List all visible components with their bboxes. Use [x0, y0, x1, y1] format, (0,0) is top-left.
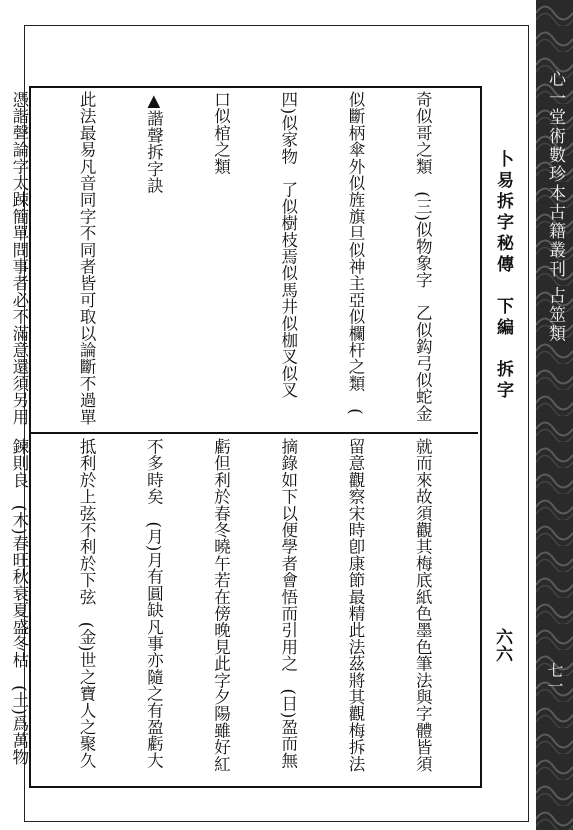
- text-column: 鍊則良 (木)春旺秋衰夏盛冬枯 (土)爲萬物: [9, 438, 29, 766]
- text-column: 四)似家物 了似樹枝焉似馬井似枷叉似叉: [278, 91, 298, 399]
- text-column: 虧但利於春冬曉午若在傍晚見此字夕陽雖好紅: [211, 438, 231, 772]
- text-column: 就而來故須觀其梅底紙色墨色筆法與字體皆須: [413, 438, 433, 772]
- page-divider: [29, 432, 478, 434]
- series-title: 心一堂術數珍本古籍叢刊 占筮類: [545, 70, 565, 344]
- book-spine-band: [536, 0, 573, 830]
- running-title: 卜易拆字秘傳 下編 拆字: [493, 150, 513, 402]
- text-column: 抵利於上弦不利於下弦 (金)世之寶人之聚久: [77, 438, 97, 769]
- page-number: 六六: [492, 628, 512, 662]
- upper-text-block: [9, 91, 478, 429]
- text-column: 憑諧聲論字太踈簡單問事者必不滿意還須另用: [9, 91, 29, 425]
- lower-text-block: [9, 438, 478, 778]
- text-column: 留意觀察宋時卽康節最精此法茲將其觀梅拆法: [345, 438, 365, 772]
- text-column: 不多時矣 (月)月有圓缺凡事亦隨之有盈虧大: [144, 438, 164, 769]
- text-column: 此法最易凡音同字不同者皆可取以論斷不過單: [77, 91, 97, 425]
- folio-number: 七一: [545, 662, 564, 694]
- text-column: 奇似哥之類 (三)似物象字 乙似鈎弓似蛇金: [413, 91, 433, 422]
- text-column: 摘錄如下以便學者會悟而引用之 (日)盈而無: [278, 438, 298, 769]
- text-column: 口似棺之類: [211, 91, 231, 175]
- text-column: 似斷柄傘外似旌旗旦似神主亞似欄杆之類 (: [345, 91, 365, 415]
- section-heading: ▲諧聲拆字訣: [144, 91, 164, 194]
